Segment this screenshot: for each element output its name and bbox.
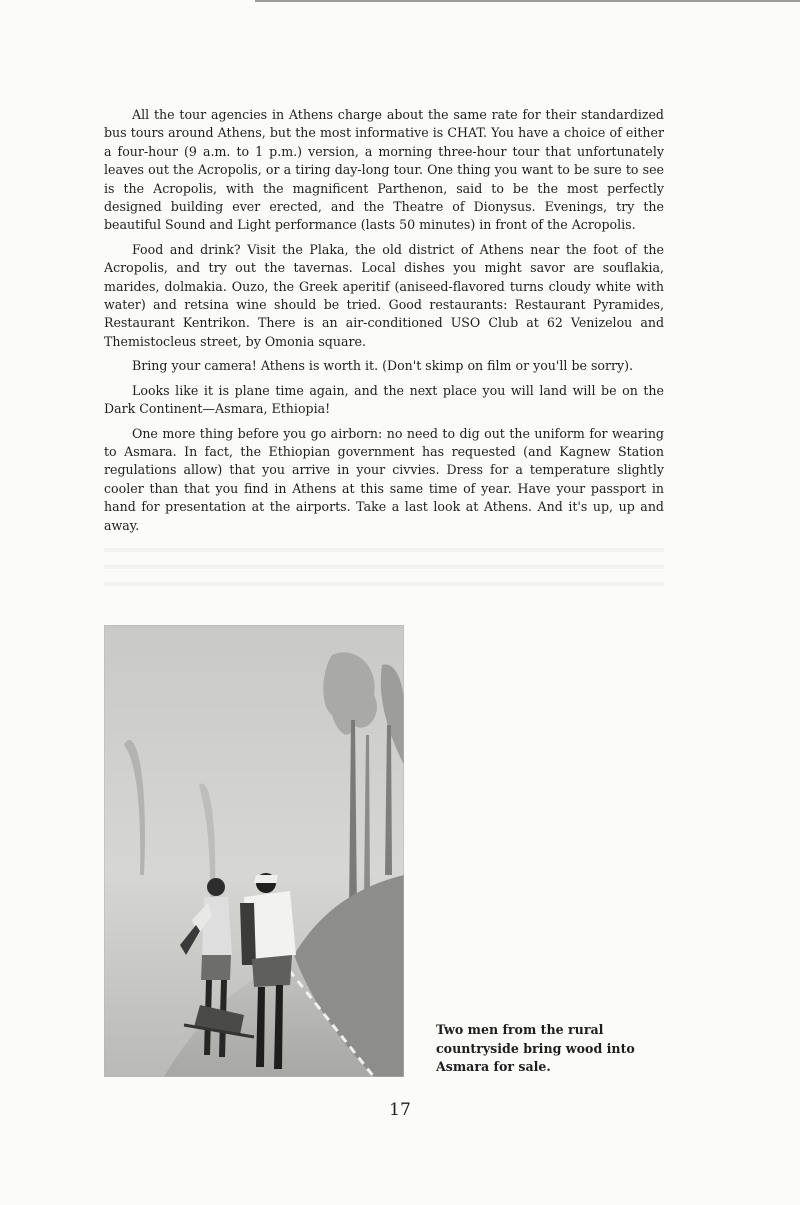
photo-illustration — [104, 625, 404, 1077]
show-through-texture — [104, 535, 664, 595]
page-number: 17 — [389, 1100, 411, 1120]
article-body — [104, 106, 664, 541]
photo-caption: Two men from the rural countryside bring wood into Asmara for sale. — [436, 1022, 635, 1074]
photo-men-carrying-wood — [104, 625, 404, 1077]
paragraph-camera: Bring your camera! Athens is worth it. (Don't skimp on film or you'll be sorry). — [132, 358, 634, 374]
paragraph-tours: All the tour agencies in Athens charge about the same rate for their standardized bus tours around Athens, but the most informative is CHAT. You have a choice of either a four-hour (9 a.m. to 1 p.m.) version, a morning three-hour tour that unfortunately leaves out the Acropolis, or a tiring day-long tour. One thing you want to be sure to see is the Acropolis, with the magnificent Parthenon, said to be the most perfectly designed building ever erected, and the Theatre of Dionysus. Evenings, try the beautiful Sound and Light performance (lasts 50 minutes) in front of the Acropolis. — [104, 107, 664, 233]
paragraph-plane-time: Looks like it is plane time again, and the next place you will land will be on the Dark Continent—Asmara, Ethiopia! — [104, 382, 664, 417]
paragraph-civvies: One more thing before you go airborn: no need to dig out the uniform for wearing to Asmara. In fact, the Ethiopian government has requested (and Kagnew Station regulations allow) that you arrive in your civvies. Dress for a temperature slightly cooler than that you find in Athens at this same time of year. Have your passport in hand for presentation at the airports. Take a last look at Athens. And it's up, up and away. — [104, 425, 664, 533]
paragraph-food-and-drink: Food and drink? Visit the Plaka, the old district of Athens near the foot of the Acropolis, and try out the tavernas. Local dishes you might savor are souflakia, marides, dolmakia. Ouzo, the Greek aperitif (aniseed-flavored turns cloudy white with water) and retsina wine should be tried. Good restaurants: Restaurant Pyramides, Restaurant Kentrikon. There is an air-conditioned USO Club at 62 Venizelou and Themistocleus street, by Omonia square. — [104, 241, 664, 349]
top-rule — [255, 0, 800, 2]
